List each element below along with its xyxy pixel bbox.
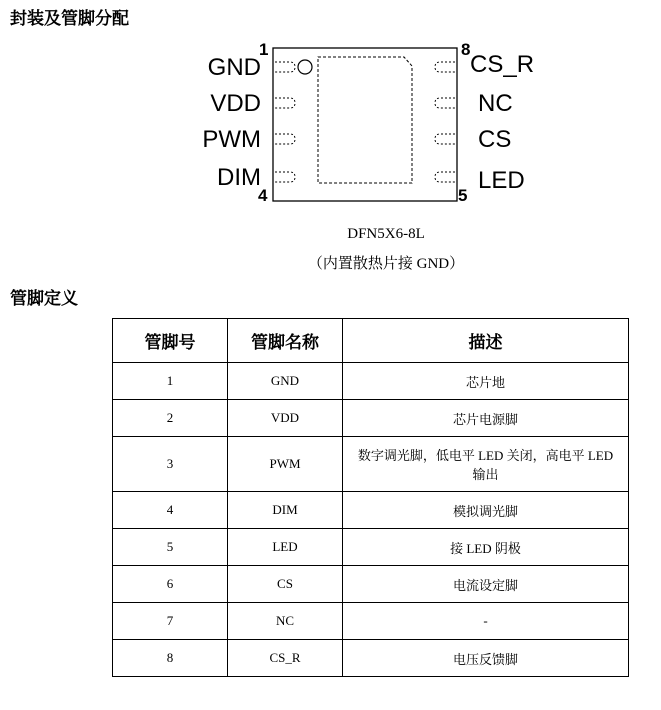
exposed-pad	[318, 57, 412, 183]
table-row	[113, 566, 629, 603]
table-header-row	[113, 319, 629, 363]
cell-pin-number: 7	[113, 603, 228, 640]
pin-label-cs-r: CS_R	[470, 51, 535, 78]
header-pin-name: 管脚名称	[228, 319, 343, 363]
table-row	[113, 363, 629, 400]
pin-definition-table	[112, 318, 629, 677]
cell-pin-name: NC	[228, 603, 343, 640]
table-row	[113, 640, 629, 677]
cell-pin-number: 5	[113, 529, 228, 566]
cell-description: 电压反馈脚	[343, 640, 629, 677]
table-row	[113, 437, 629, 492]
cell-pin-number: 2	[113, 400, 228, 437]
cell-pin-number: 1	[113, 363, 228, 400]
left-pads	[275, 62, 295, 182]
table-row	[113, 529, 629, 566]
cell-pin-name: VDD	[228, 400, 343, 437]
cell-description: 电流设定脚	[343, 566, 629, 603]
cell-pin-name: GND	[228, 363, 343, 400]
cell-pin-number: 6	[113, 566, 228, 603]
pin-number-4: 4	[258, 186, 268, 205]
pin-label-gnd: GND	[207, 54, 261, 81]
pin-number-1: 1	[259, 40, 269, 59]
header-pin-number: 管脚号	[113, 319, 228, 363]
right-pads	[435, 62, 455, 182]
pin-number-5: 5	[458, 186, 468, 205]
pin-label-dim: DIM	[217, 164, 261, 191]
cell-description: -	[343, 603, 629, 640]
cell-description: 芯片电源脚	[343, 400, 629, 437]
cell-pin-number: 8	[113, 640, 228, 677]
cell-pin-name: DIM	[228, 492, 343, 529]
pin-label-led: LED	[478, 167, 525, 194]
table-row	[113, 492, 629, 529]
pin-label-pwm: PWM	[202, 126, 261, 153]
package-body	[273, 48, 457, 201]
header-description: 描述	[343, 319, 629, 363]
package-pinout-diagram	[0, 0, 661, 280]
package-name: DFN5X6-8L	[347, 226, 425, 242]
cell-description: 接 LED 阴极	[343, 529, 629, 566]
pin-label-nc: NC	[478, 90, 513, 117]
pin-number-8: 8	[461, 40, 471, 59]
table-row	[113, 400, 629, 437]
cell-pin-name: CS_R	[228, 640, 343, 677]
pin-label-cs: CS	[478, 126, 512, 153]
package-note: （内置散热片接 GND）	[307, 256, 465, 272]
table-row	[113, 603, 629, 640]
pin-definition-title: 管脚定义	[10, 289, 78, 309]
cell-description: 芯片地	[343, 363, 629, 400]
package-section-title: 封装及管脚分配	[10, 9, 129, 29]
cell-pin-number: 4	[113, 492, 228, 529]
pin1-marker-icon	[298, 60, 312, 74]
cell-pin-name: LED	[228, 529, 343, 566]
cell-pin-name: PWM	[228, 437, 343, 492]
pin-label-vdd: VDD	[210, 90, 261, 117]
cell-pin-name: CS	[228, 566, 343, 603]
cell-pin-number: 3	[113, 437, 228, 492]
cell-description: 数字调光脚，低电平 LED 关闭，高电平 LED 输出	[343, 437, 629, 492]
cell-description: 模拟调光脚	[343, 492, 629, 529]
